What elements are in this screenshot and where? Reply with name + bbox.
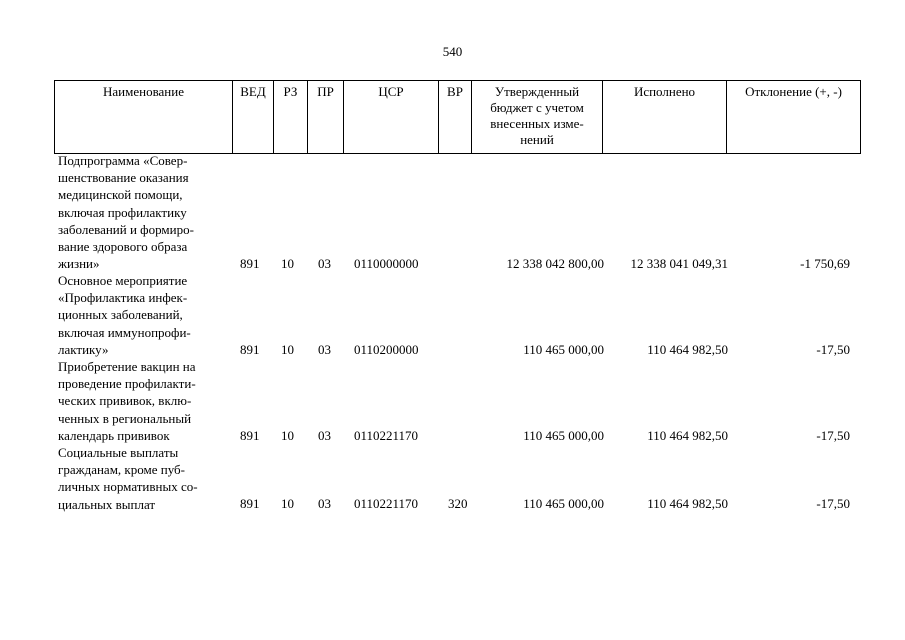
row-rz: 10 [281,256,294,271]
row-csr: 0110221170 [354,496,419,511]
row-ved: 891 [240,496,260,511]
row-name: Социальные выплаты гражданам, кроме пуб- личных нормативных со- циальных выплат [58,445,198,512]
row-done: 110 464 982,50 [647,342,728,357]
row-csr: 0110000000 [354,256,419,271]
row-rz: 10 [281,428,294,443]
header-vr: ВР [439,81,472,154]
row-budget: 110 465 000,00 [523,428,604,443]
row-name: Основное мероприятие «Профилактика инфек- ционных заболеваний, включая иммунопрофи- лактику» [58,273,191,357]
row-pr: 03 [318,496,331,511]
row-rz: 10 [281,342,294,357]
row-done: 110 464 982,50 [647,496,728,511]
header-csr: ЦСР [344,81,439,154]
header-deviation: Отклонение (+, -) [727,81,861,154]
header-rz: РЗ [274,81,308,154]
row-name: Приобретение вакцин на проведение профилакти- ческих прививок, вклю- ченных в региональный календарь прививок [58,359,196,443]
header-done: Исполнено [603,81,727,154]
header-name: Наименование [55,81,233,154]
table-header [54,80,861,154]
row-pr: 03 [318,428,331,443]
page-number: 540 [442,44,463,59]
row-done: 12 338 041 049,31 [630,256,728,271]
header-budget: Утвержденный бюджет с учетом внесенных изме-нений [472,81,603,154]
row-ved: 891 [240,342,260,357]
row-deviation: -17,50 [816,496,850,511]
row-pr: 03 [318,342,331,357]
row-ved: 891 [240,256,260,271]
row-deviation: -1 750,69 [800,256,850,271]
row-budget: 110 465 000,00 [523,342,604,357]
header-pr: ПР [308,81,344,154]
header-ved: ВЕД [233,81,274,154]
row-deviation: -17,50 [816,428,850,443]
row-rz: 10 [281,496,294,511]
row-vr: 320 [448,496,468,511]
row-done: 110 464 982,50 [647,428,728,443]
row-ved: 891 [240,428,260,443]
row-deviation: -17,50 [816,342,850,357]
row-budget: 110 465 000,00 [523,496,604,511]
row-csr: 0110200000 [354,342,419,357]
row-budget: 12 338 042 800,00 [506,256,604,271]
row-name: Подпрограмма «Совер- шенствование оказания медицинской помощи, включая профилактику заболеваний и формиро- вание здорового образа жизни» [58,153,194,272]
row-csr: 0110221170 [354,428,419,443]
row-pr: 03 [318,256,331,271]
